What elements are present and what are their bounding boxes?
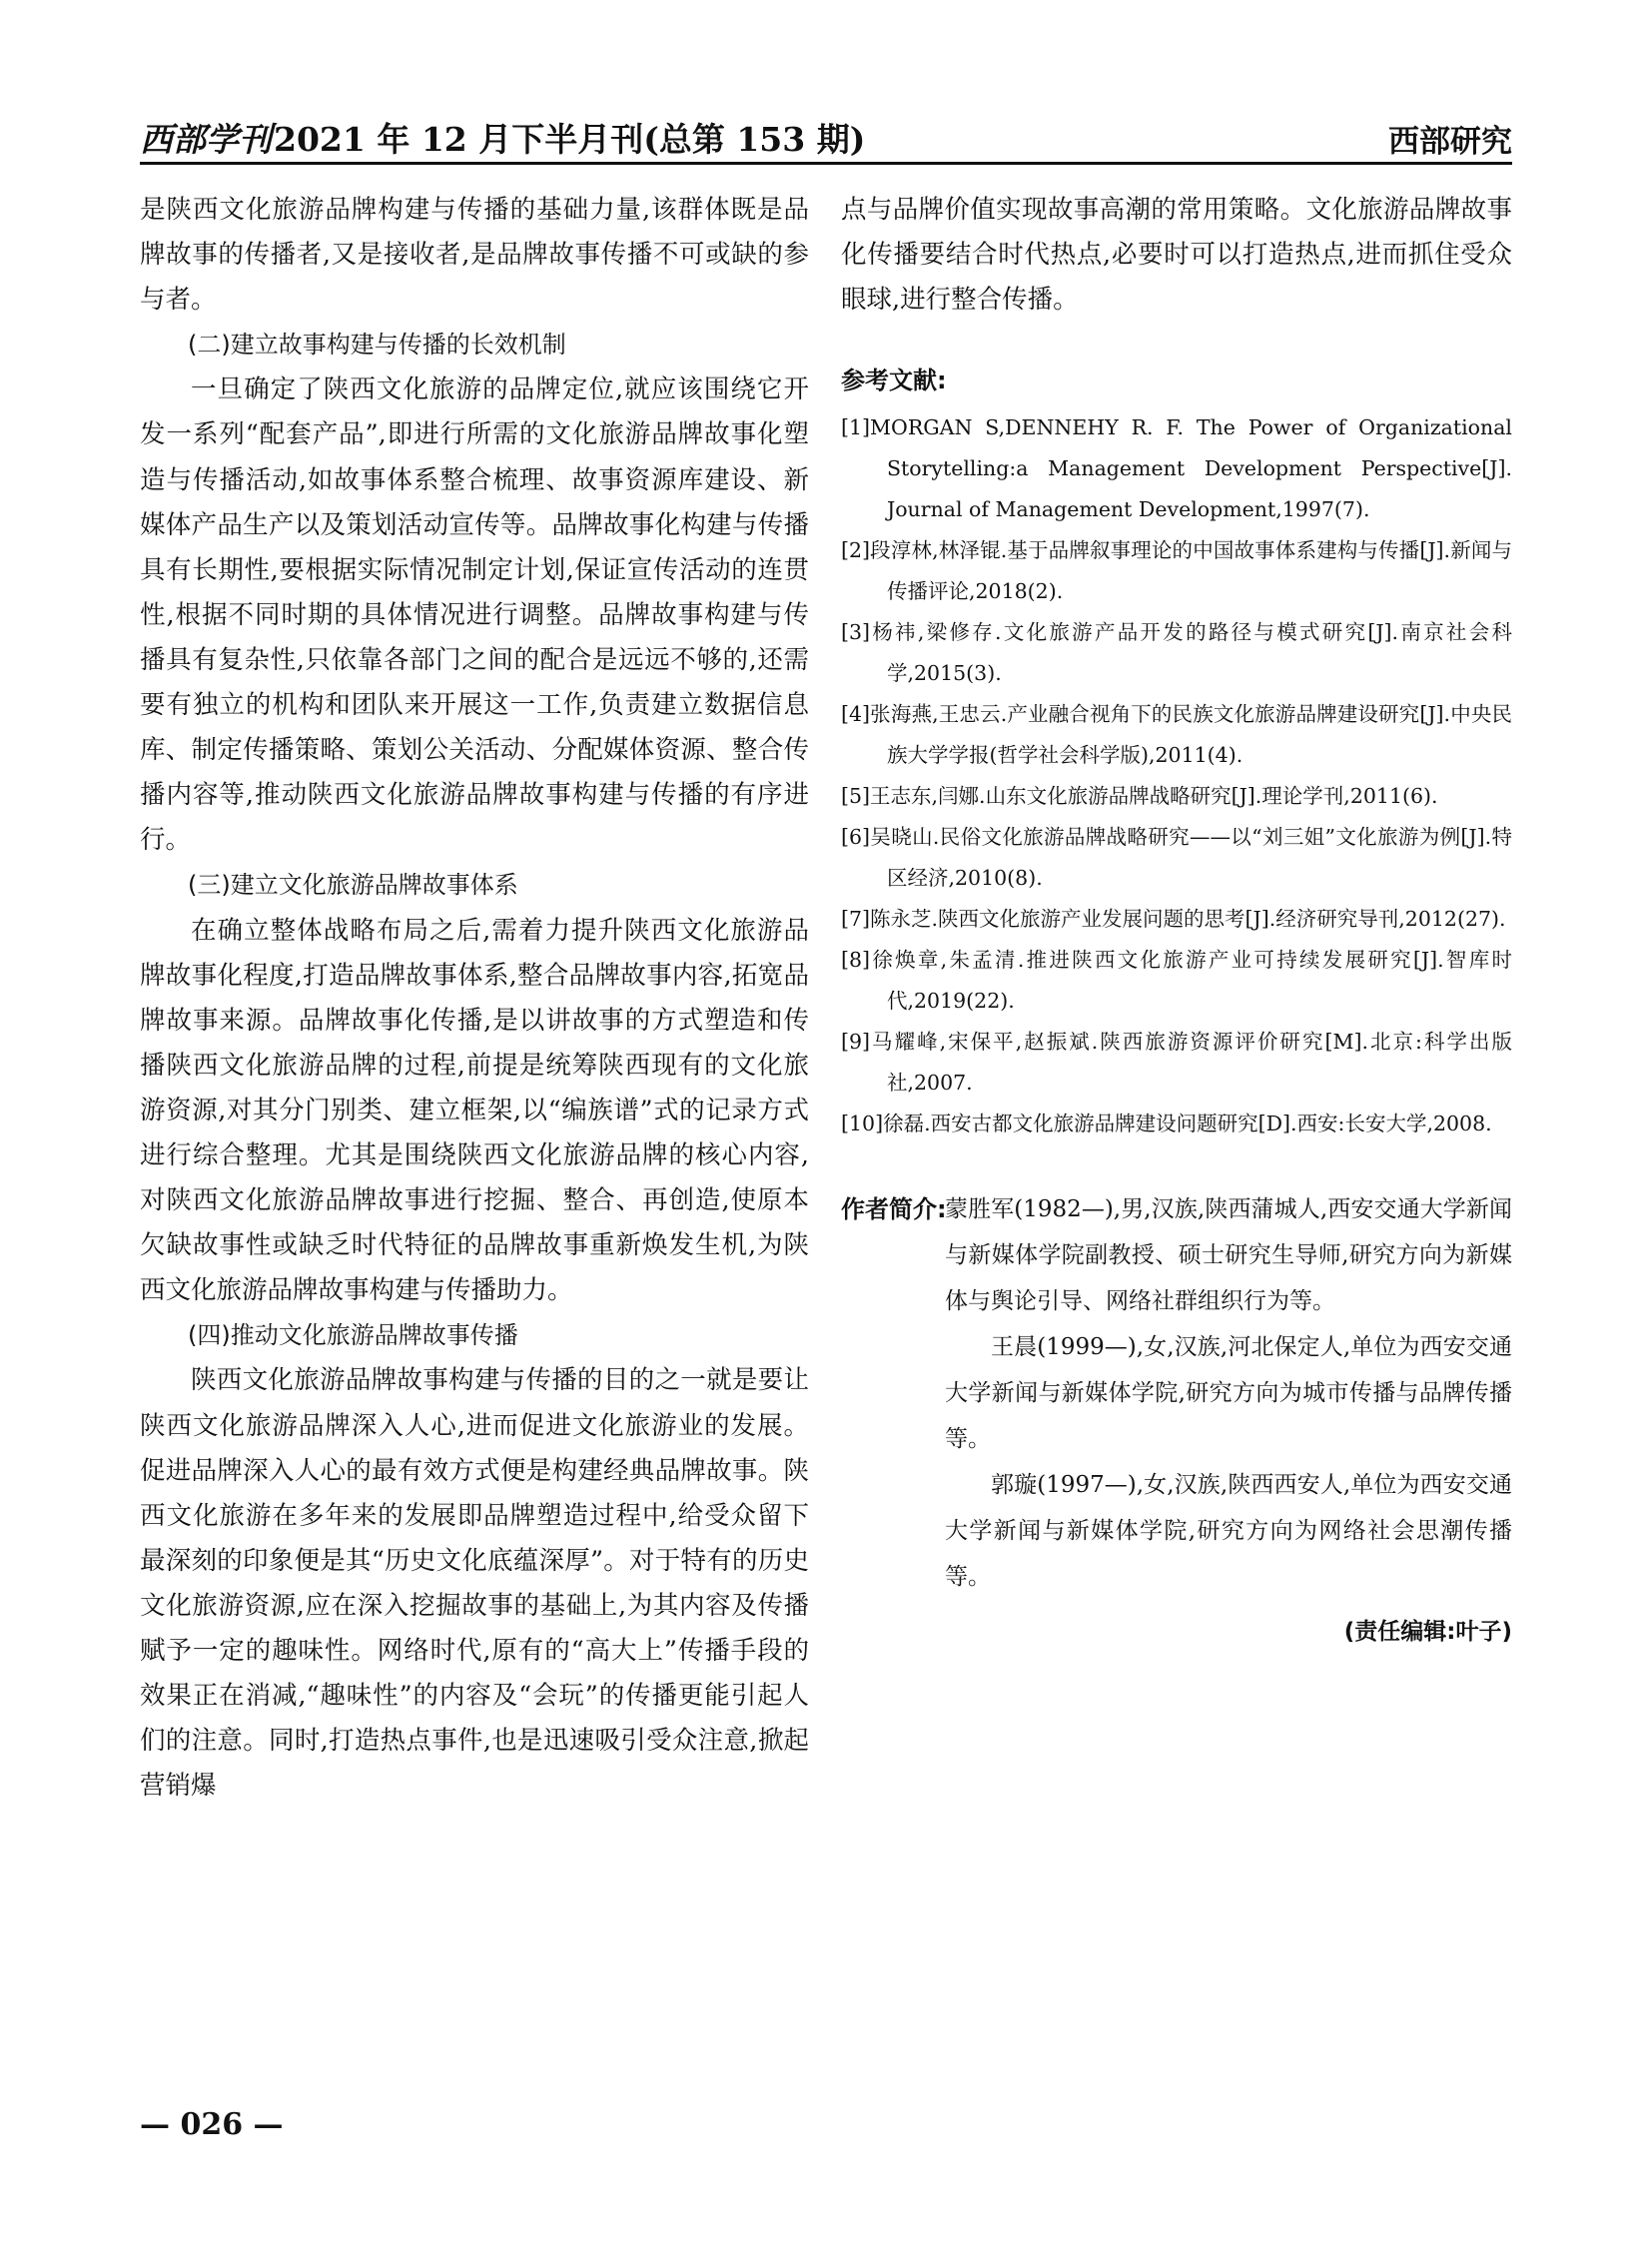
responsible-editor: (责任编辑:叶子) bbox=[1343, 1619, 1512, 1646]
reference-item: [1]MORGAN S,DENNEHY R. F. The Power of Organizational Storytelling:a Management Development Perspective[J]. Journal of Management Development,1997(7). bbox=[841, 415, 1512, 522]
reference-item: [4]张海燕,王忠云.产业融合视角下的民族文化旅游品牌建设研究[J].中央民族大学学报(哲学社会科学版),2011(4). bbox=[841, 702, 1512, 768]
body-paragraph: 点与品牌价值实现故事高潮的常用策略。文化旅游品牌故事化传播要结合时代热点,必要时可以打造热点,进而抓住受众眼球,进行整合传播。 bbox=[841, 195, 1512, 316]
reference-item: [7]陈永芝.陕西文化旅游产业发展问题的思考[J].经济研究导刊,2012(27). bbox=[841, 907, 1506, 932]
body-paragraph: 陕西文化旅游品牌故事构建与传播的目的之一就是要让陕西文化旅游品牌深入人心,进而促进文化旅游业的发展。促进品牌深入人心的最有效方式便是构建经典品牌故事。陕西文化旅游在多年来的发展即品牌塑造过程中,给受众留下最深刻的印象便是其“历史文化底蕴深厚”。对于特有的历史文化旅游资源,应在深入挖掘故事的基础上,为其内容及传播赋予一定的趣味性。网络时代,原有的“高大上”传播手段的效果正在消减,“趣味性”的内容及“会玩”的传播更能引起人们的注意。同时,打造热点事件,也是迅速吸引受众注意,掀起营销爆 bbox=[140, 1365, 809, 1802]
journal-issue-line bbox=[140, 114, 865, 161]
issue-info: 2021 年 12 月下半月刊(总第 153 期) bbox=[274, 120, 866, 159]
right-column bbox=[841, 188, 1512, 1655]
reference-item: [9]马耀峰,宋保平,赵振斌.陕西旅游资源评价研究[M].北京:科学出版社,2007. bbox=[841, 1030, 1512, 1096]
section-heading-3: (三)建立文化旅游品牌故事体系 bbox=[188, 871, 518, 900]
author-bio: 王晨(1999—),女,汉族,河北保定人,单位为西安交通大学新闻与新媒体学院,研究方向为城市传播与品牌传播等。 bbox=[945, 1334, 1512, 1453]
reference-item: [5]王志东,闫娜.山东文化旅游品牌战略研究[J].理论学刊,2011(6). bbox=[841, 784, 1438, 809]
body-paragraph: 是陕西文化旅游品牌构建与传播的基础力量,该群体既是品牌故事的传播者,又是接收者,是品牌故事传播不可或缺的参与者。 bbox=[140, 195, 809, 316]
author-bio: 蒙胜军(1982—),男,汉族,陕西蒲城人,西安交通大学新闻与新媒体学院副教授、硕士研究生导师,研究方向为新媒体与舆论引导、网络社群组织行为等。 bbox=[945, 1196, 1512, 1315]
reference-item: [2]段淳林,林泽锟.基于品牌叙事理论的中国故事体系建构与传播[J].新闻与传播评论,2018(2). bbox=[841, 538, 1512, 604]
reference-list bbox=[841, 407, 1512, 1144]
reference-item: [8]徐焕章,朱孟清.推进陕西文化旅游产业可持续发展研究[J].智库时代,2019(22). bbox=[841, 948, 1512, 1014]
reference-item: [3]杨祎,梁修存.文化旅游产品开发的路径与模式研究[J].南京社会科学,2015(3). bbox=[841, 620, 1512, 686]
body-paragraph: 一旦确定了陕西文化旅游的品牌定位,就应该围绕它开发一系列“配套产品”,即进行所需的文化旅游品牌故事化塑造与传播活动,如故事体系整合梳理、故事资源库建设、新媒体产品生产以及策划活动宣传等。品牌故事化构建与传播具有长期性,要根据实际情况制定计划,保证宣传活动的连贯性,根据不同时期的具体情况进行调整。品牌故事构建与传播具有复杂性,只依靠各部门之间的配合是远远不够的,还需要有独立的机构和团队来开展这一工作,负责建立数据信息库、制定传播策略、策划公关活动、分配媒体资源、整合传播内容等,推动陕西文化旅游品牌故事构建与传播的有序进行。 bbox=[140, 374, 809, 856]
left-column bbox=[140, 188, 809, 1809]
author-bio: 郭璇(1997—),女,汉族,陕西西安人,单位为西安交通大学新闻与新媒体学院,研究方向为网络社会思潮传播等。 bbox=[945, 1472, 1512, 1591]
section-title: 西部研究 bbox=[1388, 124, 1512, 160]
author-label: 作者简介: bbox=[841, 1195, 947, 1224]
references-title: 参考文献: bbox=[841, 367, 947, 395]
page-header bbox=[140, 112, 1512, 165]
reference-item: [10]徐磊.西安古都文化旅游品牌建设问题研究[D].西安:长安大学,2008. bbox=[841, 1112, 1492, 1136]
section-heading-2: (二)建立故事构建与传播的长效机制 bbox=[188, 331, 566, 360]
page-number: — 026 — bbox=[140, 2107, 284, 2142]
section-heading-4: (四)推动文化旅游品牌故事传播 bbox=[188, 1321, 518, 1350]
reference-item: [6]吴晓山.民俗文化旅游品牌战略研究——以“刘三姐”文化旅游为例[J].特区经济,2010(8). bbox=[841, 825, 1512, 891]
body-paragraph: 在确立整体战略布局之后,需着力提升陕西文化旅游品牌故事化程度,打造品牌故事体系,整合品牌故事内容,拓宽品牌故事来源。品牌故事化传播,是以讲故事的方式塑造和传播陕西文化旅游品牌的过程,前提是统筹陕西现有的文化旅游资源,对其分门别类、建立框架,以“编族谱”式的记录方式进行综合整理。尤其是围绕陕西文化旅游品牌的核心内容,对陕西文化旅游品牌故事进行挖掘、整合、再创造,使原本欠缺故事性或缺乏时代特征的品牌故事重新焕发生机,为陕西文化旅游品牌故事构建与传播助力。 bbox=[140, 915, 809, 1306]
author-info bbox=[841, 1186, 1512, 1600]
journal-logo: 西部学刊 bbox=[140, 120, 272, 159]
